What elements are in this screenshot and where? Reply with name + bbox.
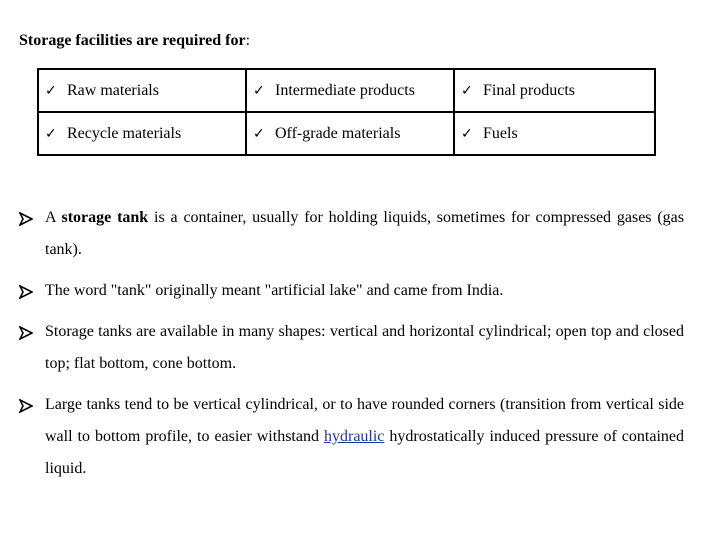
bullet-list [19, 202, 684, 485]
check-icon: ✓ [461, 125, 473, 142]
table-row [38, 69, 655, 112]
table-row [38, 112, 655, 155]
storage-table [37, 68, 656, 156]
list-item: A storage tank is a container, usually for holding liquids, sometimes for compressed gases (gas tank). [19, 202, 684, 266]
table-cell: ✓ Raw materials [38, 69, 246, 112]
table-cell: ✓ Recycle materials [38, 112, 246, 155]
check-icon: ✓ [253, 82, 265, 99]
bold-term: storage tank [61, 209, 149, 226]
table-cell: ✓ Intermediate products [246, 69, 454, 112]
table-cell: ✓ Off-grade materials [246, 112, 454, 155]
list-item: Storage tanks are available in many shapes: vertical and horizontal cylindrical; open top and closed top; flat bottom, cone bottom. [19, 316, 684, 380]
hydraulic-link[interactable]: hydraulic [323, 428, 385, 445]
page-heading: Storage facilities are required for: [19, 32, 251, 49]
check-icon: ✓ [461, 82, 473, 99]
table-cell: ✓ Final products [454, 69, 655, 112]
check-icon: ✓ [45, 125, 57, 142]
table-cell: ✓ Fuels [454, 112, 655, 155]
list-item: Large tanks tend to be vertical cylindrical, or to have rounded corners (transition from vertical side wall to bottom profile, to easier withstand hydraulic hydrostatically induced pressure of contained liquid. [19, 389, 684, 485]
list-item: The word "tank" originally meant "artificial lake" and came from India. [19, 275, 684, 307]
check-icon: ✓ [45, 82, 57, 99]
check-icon: ✓ [253, 125, 265, 142]
